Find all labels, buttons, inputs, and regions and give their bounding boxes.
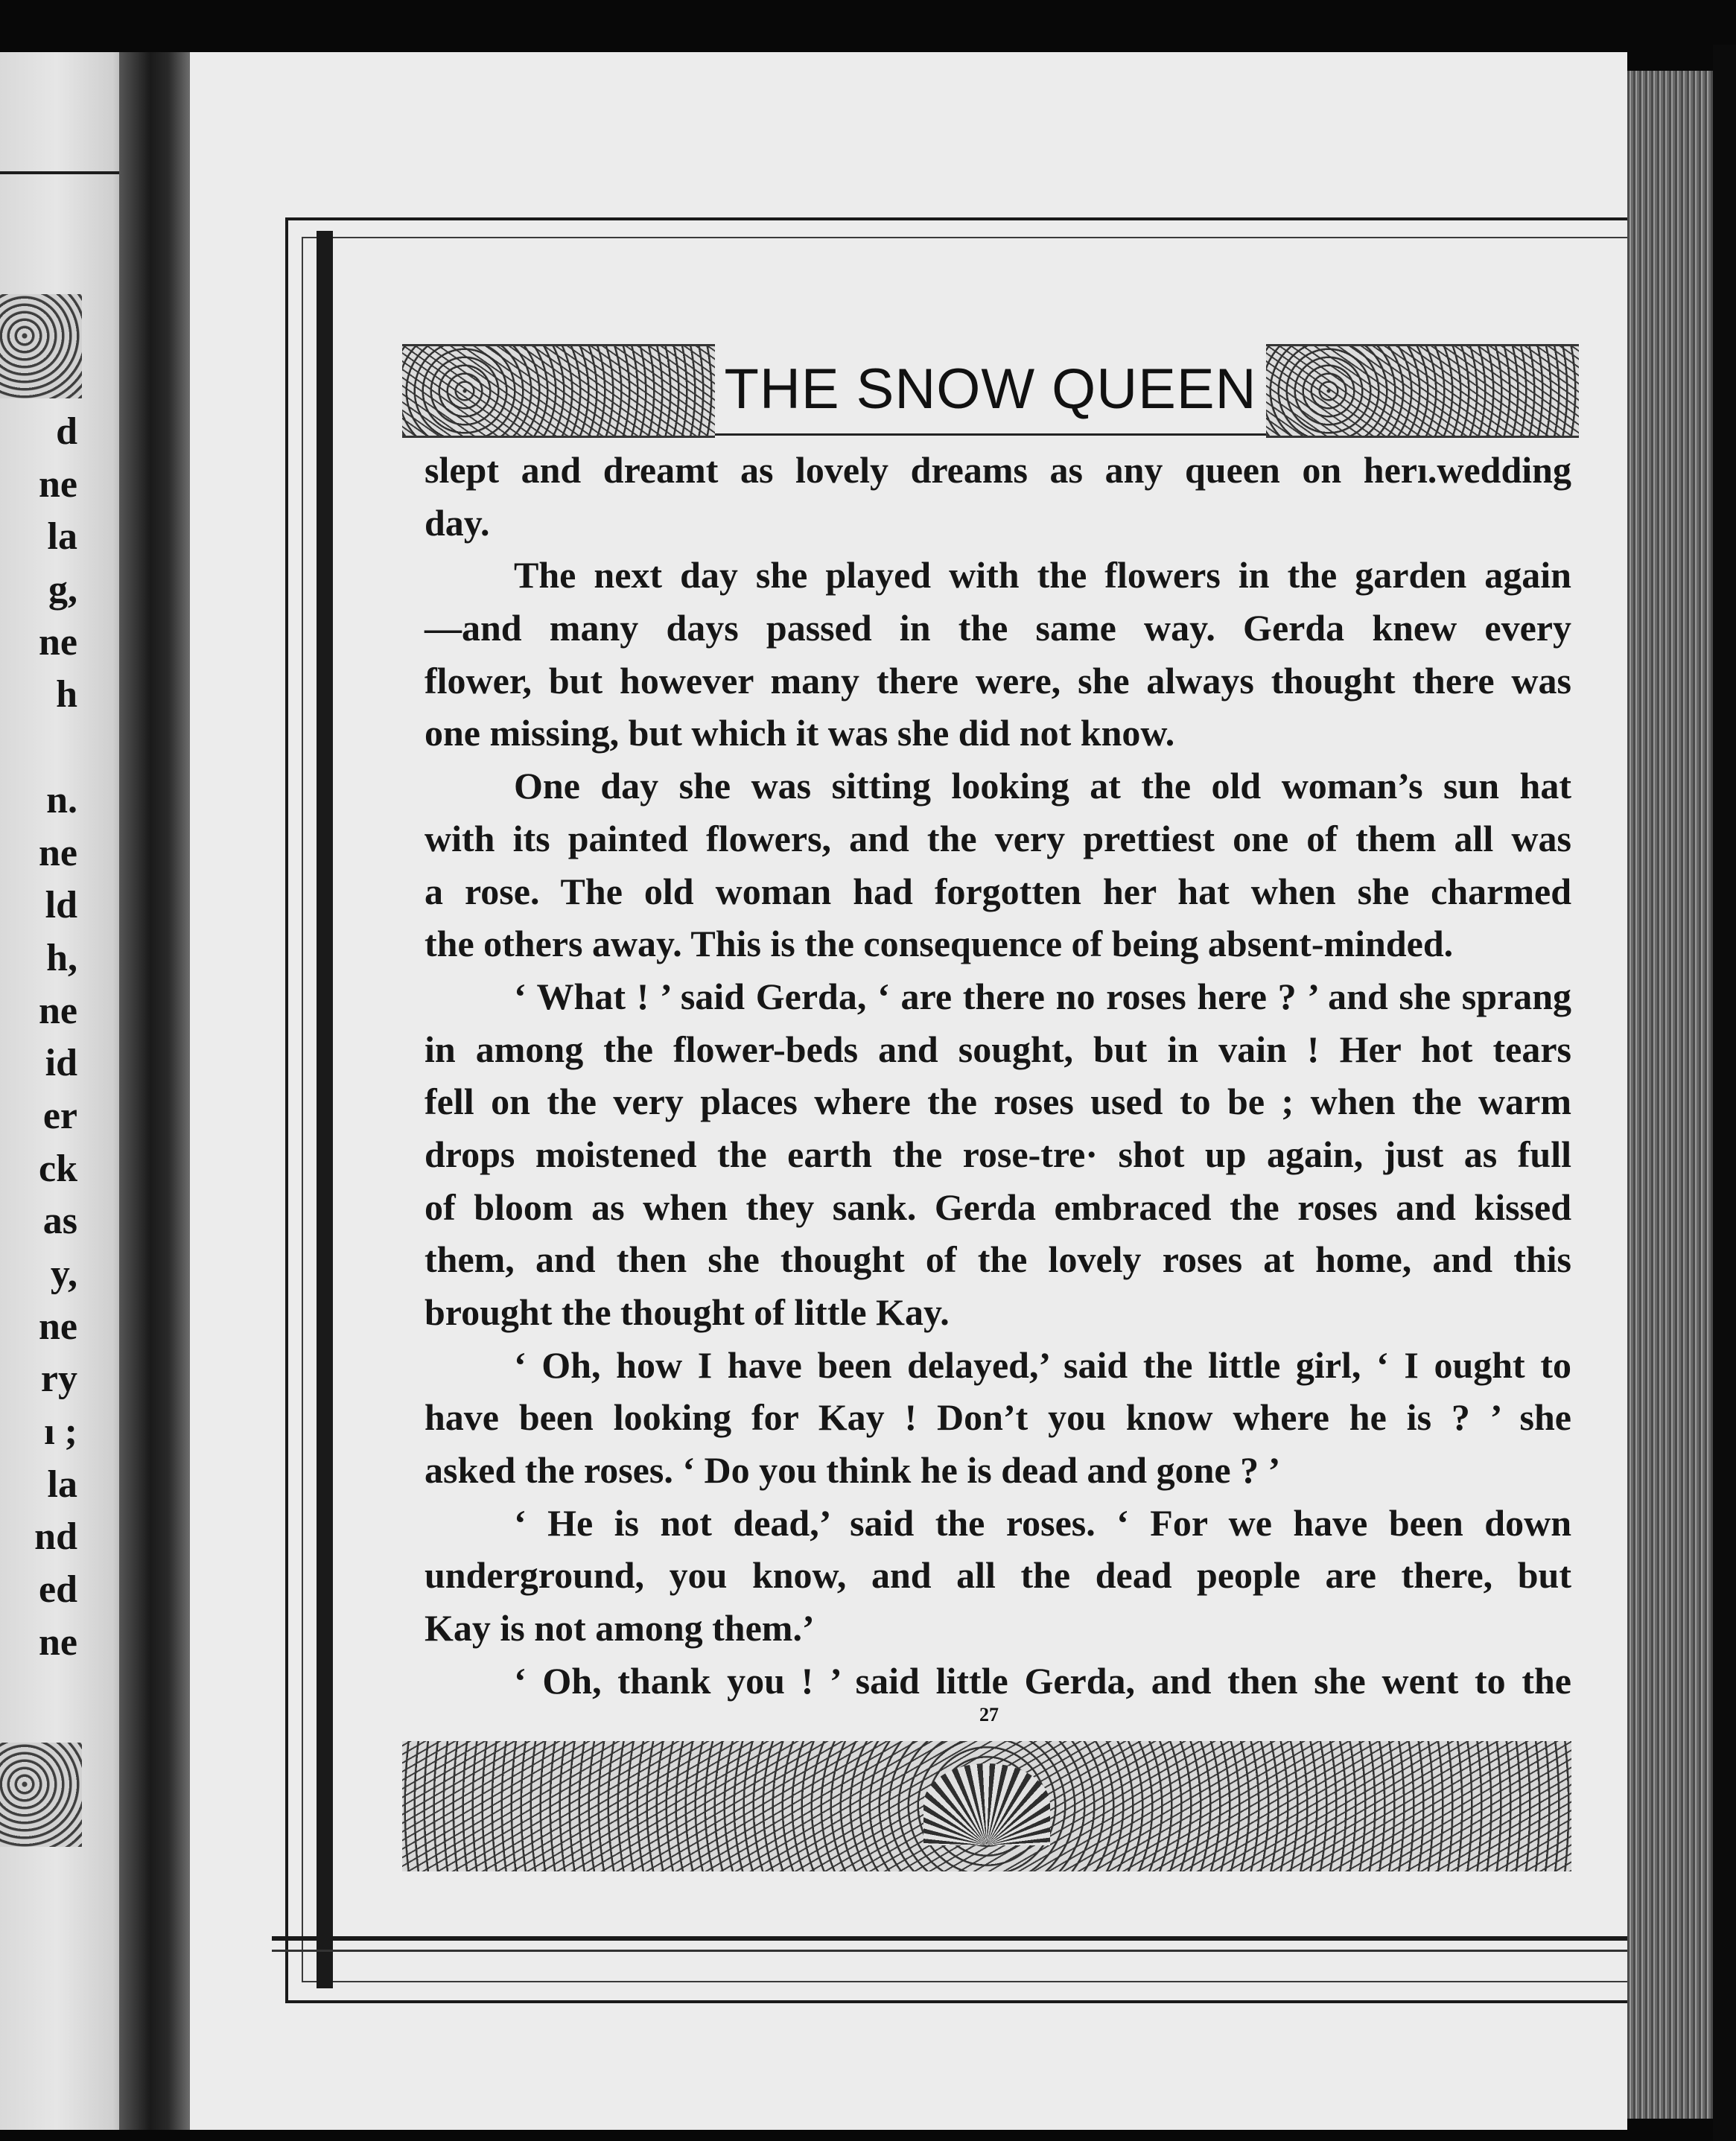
- fragment-line: ne: [39, 462, 77, 506]
- text-line: one missing, but which it was she did not know.: [425, 712, 1175, 754]
- text-line: Kay is not among them.’: [425, 1607, 815, 1650]
- page-stack-edge: [1627, 71, 1720, 2119]
- header-ornament-right: [1266, 344, 1579, 438]
- fragment-line: ne: [39, 1620, 77, 1664]
- fragment-line: ld: [45, 884, 77, 927]
- text-line: them, and then she thought of the lovely roses at home, and this: [425, 1238, 1571, 1281]
- fragment-line: ed: [39, 1568, 77, 1612]
- fragment-line: ne: [39, 989, 77, 1032]
- fragment-line: ry: [40, 1358, 77, 1401]
- fragment-line: h: [56, 673, 77, 716]
- text-line: —and many days passed in the same way. Gerda knew every: [425, 607, 1571, 649]
- text-line: One day she was sitting looking at the old woman’s sun hat: [514, 765, 1571, 807]
- text-line: ‘ What ! ’ said Gerda, ‘ are there no roses here ? ’ and she sprang: [514, 975, 1571, 1017]
- text-line: brought the thought of little Kay.: [425, 1291, 950, 1333]
- page-frame-left-bar: [317, 231, 333, 1988]
- text-line: ‘ Oh, how I have been delayed,’ said the little girl, ‘ I ought to: [514, 1343, 1571, 1386]
- text-line: flower, but however many there were, she always thought there was: [425, 659, 1571, 702]
- fragment-line: d: [56, 410, 77, 453]
- text-line: have been looking for Kay ! Don’t you know where he is ? ’ she: [425, 1396, 1571, 1439]
- text-line: underground, you know, and all the dead people are there, but: [425, 1554, 1571, 1597]
- fragment-line: id: [45, 1042, 77, 1085]
- text-line: asked the roses. ‘ Do you think he is dead and gone ? ’: [425, 1449, 1281, 1492]
- fragment-line: ı ;: [44, 1410, 77, 1454]
- chapter-header: [402, 344, 1579, 437]
- footer-ornament: [402, 1741, 1571, 1871]
- text-line: slept and dreamt as lovely dreams as any queen on herı.wedding: [425, 449, 1571, 491]
- previous-page-footer-ornament: [0, 1743, 82, 1847]
- fragment-line: ne: [39, 620, 77, 664]
- fragment-line: nd: [34, 1515, 77, 1559]
- book-page: [190, 52, 1627, 2130]
- text-line: in among the flower-beds and sought, but in vain ! Her hot tears: [425, 1028, 1571, 1070]
- fragment-line: g,: [48, 568, 77, 611]
- previous-page-ornament: [0, 294, 82, 398]
- footer-fan-ornament: [923, 1763, 1050, 1845]
- fragment-line: ck: [39, 1147, 77, 1190]
- scan-edge-right: [1713, 45, 1736, 2141]
- text-line: of bloom as when they sank. Gerda embraced the roses and kissed: [425, 1186, 1571, 1228]
- fragment-line: ne: [39, 831, 77, 874]
- fragment-line: y,: [50, 1253, 77, 1295]
- fragment-line: ne: [39, 1305, 77, 1348]
- fragment-line: er: [42, 1094, 77, 1137]
- text-line: the others away. This is the consequence of being absent-minded.: [425, 923, 1454, 965]
- fragment-line: n.: [46, 778, 77, 821]
- text-line: with its painted flowers, and the very prettiest one of them all was: [425, 817, 1571, 859]
- header-ornament-left: [402, 344, 715, 438]
- body-text: [425, 444, 1571, 1708]
- fragment-line: [0, 722, 77, 774]
- page-frame-bottom-rule: [272, 1936, 1694, 1941]
- page-frame-bottom-rule-thin: [272, 1950, 1694, 1952]
- chapter-title: THE SNOW QUEEN: [715, 344, 1266, 436]
- text-line: ‘ Oh, thank you ! ’ said little Gerda, and then she went to the: [514, 1659, 1571, 1702]
- fragment-line: la: [47, 515, 77, 559]
- text-line: The next day she played with the flowers in the garden again: [514, 554, 1571, 597]
- fragment-line: la: [47, 1463, 77, 1506]
- fragment-line: h,: [46, 936, 77, 979]
- text-line: day.: [425, 501, 490, 544]
- page-number: 27: [979, 1704, 999, 1725]
- previous-page-text: [0, 406, 82, 1670]
- text-line: a rose. The old woman had forgotten her hat when she charmed: [425, 870, 1571, 912]
- text-line: ‘ He is not dead,’ said the roses. ‘ For we have been down: [514, 1501, 1571, 1544]
- text-line: fell on the very places where the roses used to be ; when the warm: [425, 1081, 1571, 1123]
- text-line: drops moistened the earth the rose-tre· shot up again, just as full: [425, 1133, 1571, 1175]
- fragment-line: as: [42, 1200, 77, 1243]
